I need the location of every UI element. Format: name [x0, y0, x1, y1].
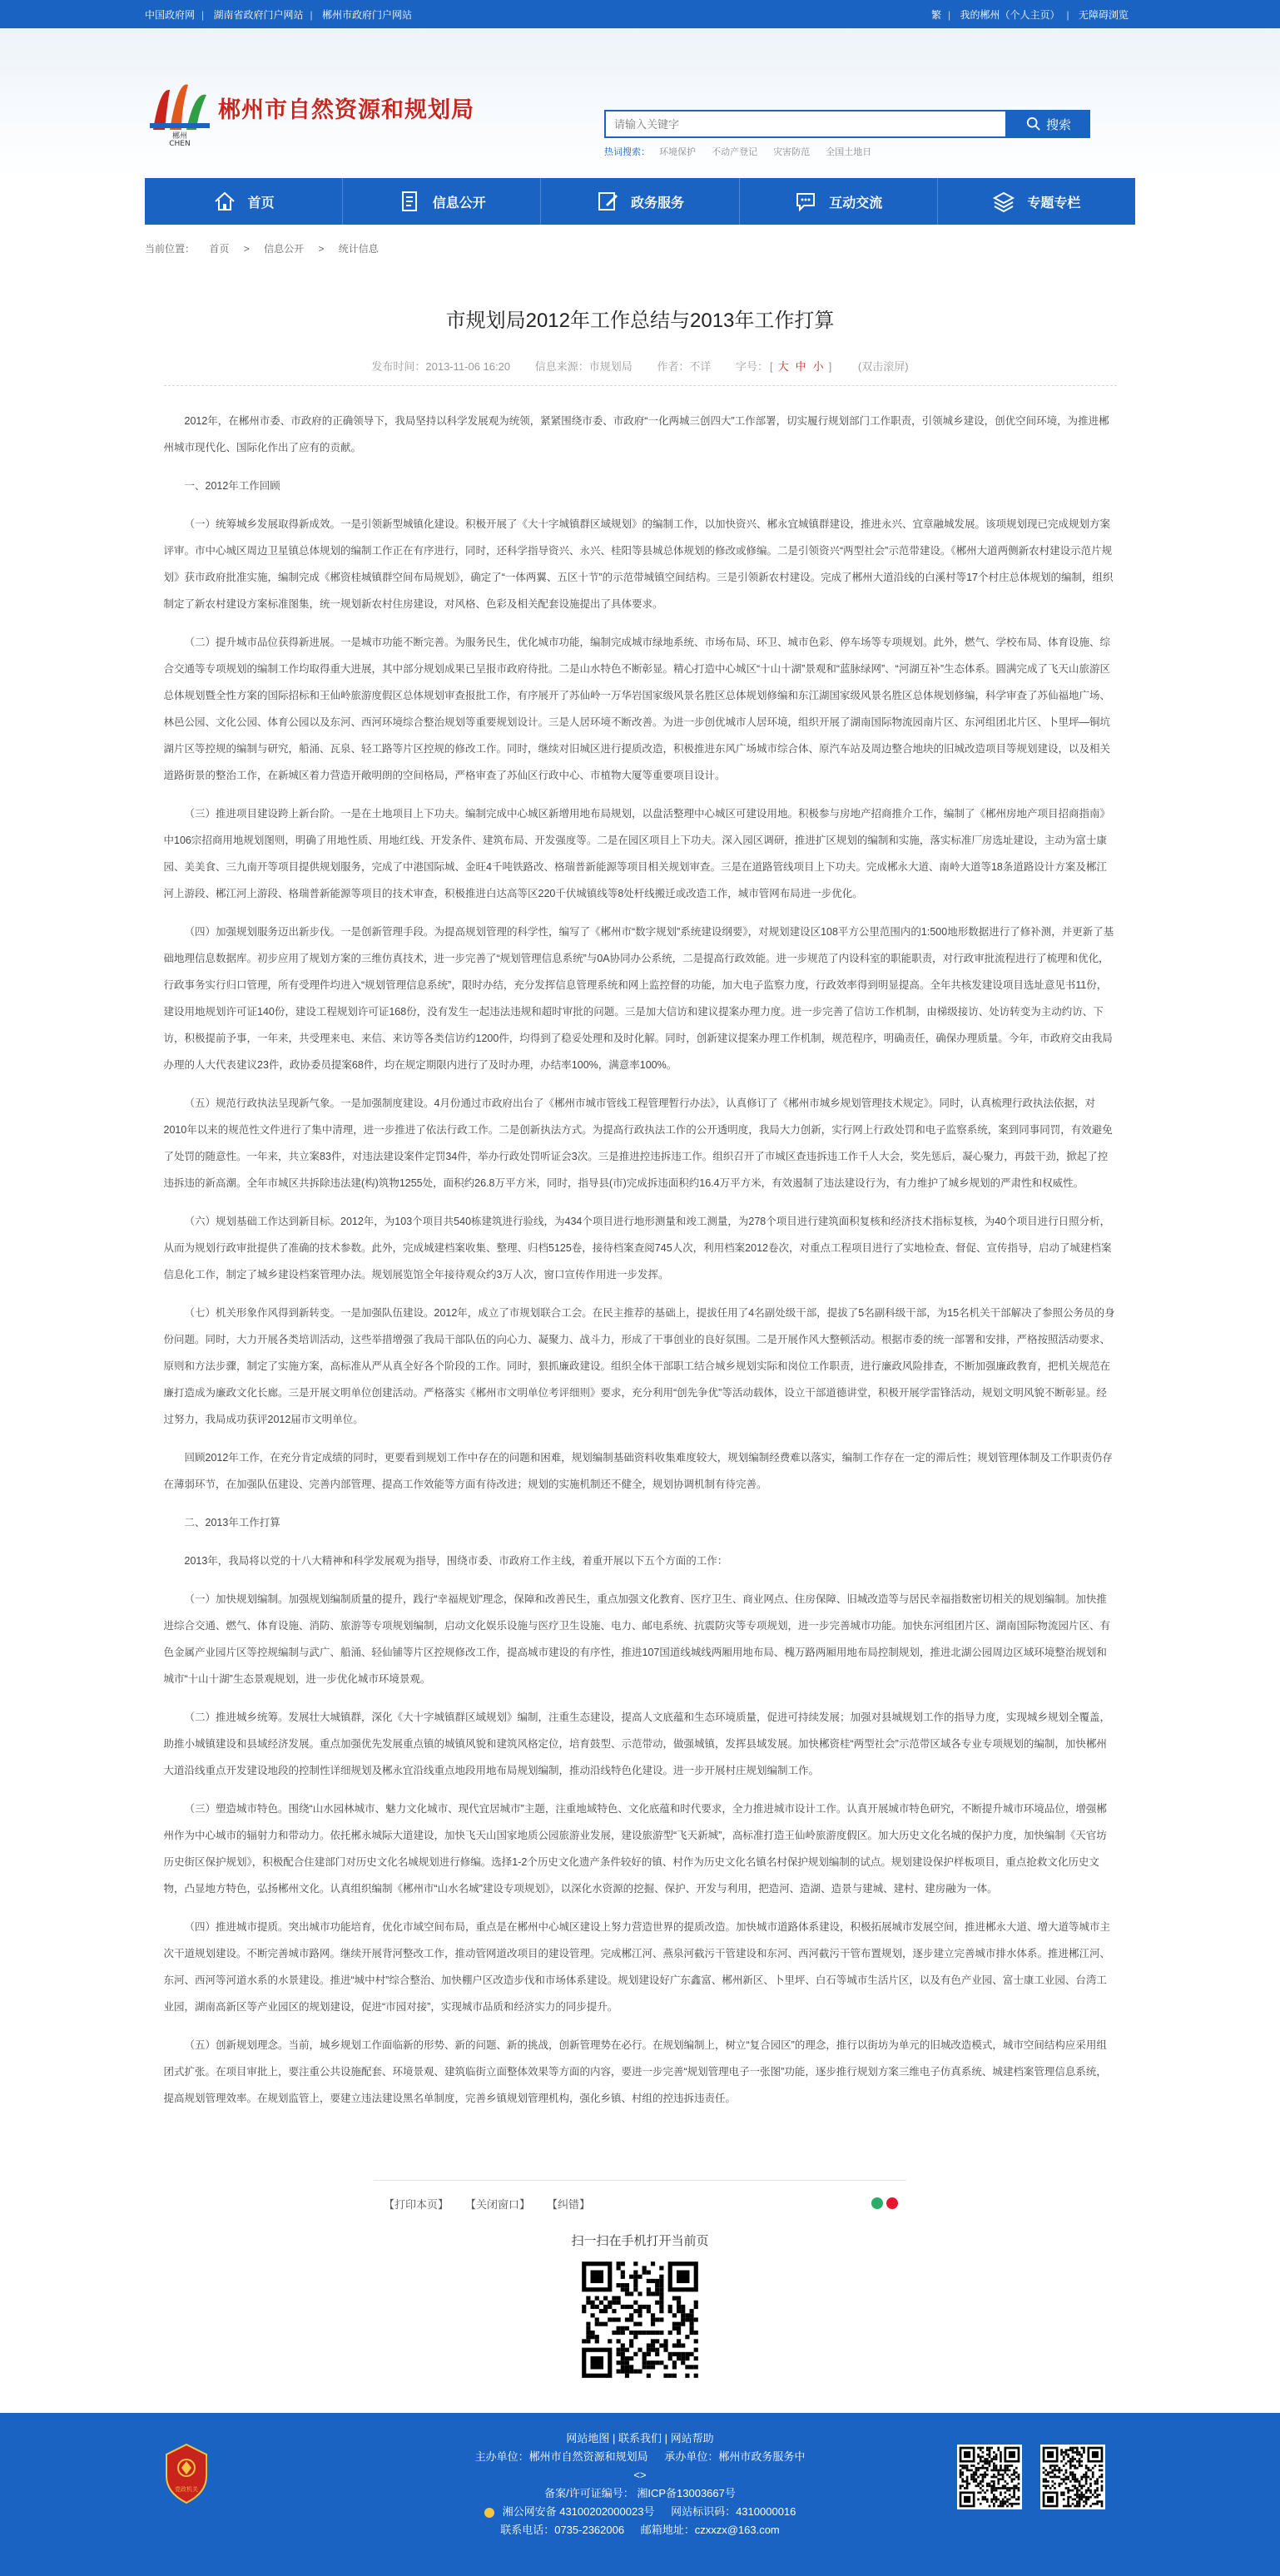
font-size-small[interactable]: 小: [812, 360, 824, 373]
footer-sep: |: [664, 2432, 668, 2445]
nav-interaction[interactable]: [740, 178, 938, 225]
paragraph: （二）提升城市品位获得新进展。一是城市功能不断完善。为服务民生，优化城市功能，编制完成城市绿地系统、市场布局、环卫、城市色彩、停车场等专项规划。此外，燃气、学校布局、体育设施、综合交通等专项规划的编制工作均取得重大进展，其中部分规划成果已呈报市政府待批。二是山水特色不断彰显。精心打造中心城区“十山十湖”景观和“蓝脉绿网”、“河湖互补”生态体系。圆满完成了飞天山旅游区总体规划暨全性方案的国际招标和王仙岭旅游度假区总体规划审查报批工作，有序展开了苏仙岭一万华岩国家级风景名胜区总体规划修编和东江湖国家级风景名胜区总体规划修编，科学审查了苏仙福地广场、林邑公园、文化公园、体育公园以及东河、西河环境综合整治规划等重要规划设计。三是人居环境不断改善。为进一步创优城市人居环境，组织开展了湖南国际物流园南片区、东河组团北片区、卜里坪—铜坑湖片区等控规的编制与研究，船涌、瓦泉、轻工路等片区控规的修改工作。同时，继续对旧城区进行提质改造，积极推进东风广场城市综合体、原汽车站及周边整合地块的旧城改造项目等规划建设，以及相关道路街景的整治工作，在新城区着力营造开敞明朗的空间格局，严格审查了苏仙区行政中心、市植物大厦等重要项目设计。: [163, 637, 1111, 781]
article-tools: [374, 2180, 906, 2212]
paragraph: （四）加强规划服务迈出新步伐。一是创新管理手段。为提高规划管理的科学性，编写了《郴州市“数字规划”系统建设纲要》，对规划建设区108平方公里范围内的1:500地形数据进行了修补测，并更新了基础地理信息数据库。初步应用了规划方案的三维仿真技术，进一步完善了“规划管理信息系统”与0A协同办公系统，二是提高行政效能。进一步规范了内设科室的职能职责，对行政审批流程进行了梳理和优化，行政事务实行归口管理，所有受理件均进入“规划管理信息系统”，限时办结，充分发挥信息管理系统和网上监控督的功能，加大电子监察力度，行政效率得到明显提高。全年共核发建设项目选址意见书11份，建设用地规划许可证140份，建设工程规划许可证168份，没有发生一起违法违规和超时审批的问题。三是加大信访和建议提案办理力度。进一步完善了信访工作机制，由梯级接访、处访转变为主动约访、下访，积极提前予事，一年来，共受理来电、来信、来访等各类信访约1200件，均得到了稳妥处理和及时化解。同时，创新建议提案办理工作机制，规范程序，明确责任，确保办理质量。今年，市政府交由我局办理的人大代表建议23件，政协委员提案68件，均在规定期限内进行了及时办理，办结率100%，满意率100%。: [163, 926, 1114, 1071]
author: 作者：不详: [657, 360, 712, 373]
top-link-gov[interactable]: 中国政府网: [145, 8, 196, 21]
main-nav: [145, 178, 1135, 225]
site-code: 网站标识码：4310000016: [671, 2505, 796, 2518]
sitemap-link[interactable]: 网站地图: [566, 2432, 610, 2445]
breadcrumb: [145, 241, 1135, 255]
police-badge-icon: [484, 2508, 494, 2518]
paragraph: 回顾2012年工作，在充分肯定成绩的同时，更要看到规划工作中存在的问题和困难，规划编制基础资料收集难度较大，规划编制经费难以落实，编制工作存在一定的滞后性；规划管理体制及工作职责仍存在薄弱环节，在加强队伍建设、完善内部管理、提高工作效能等方面有待改进；规划的实施机制还不健全，规划协调机制有待完善。: [163, 1452, 1113, 1490]
breadcrumb-sep: >: [243, 243, 250, 255]
top-right-links: 繁 | 我的郴州（个人主页） | 无障碍浏览: [931, 8, 1129, 21]
search-button[interactable]: [1007, 110, 1090, 138]
search-button-label: 搜索: [1045, 117, 1071, 132]
police-number[interactable]: 湘公网安备 43100202000023号: [502, 2505, 655, 2518]
article-body: [164, 408, 1117, 2112]
my-chenzhou-link[interactable]: 我的郴州（个人主页）: [960, 8, 1060, 21]
font-size-label: 字号：: [735, 360, 768, 373]
home-icon: [213, 190, 236, 213]
top-left-links: 中国政府网 | 湖南省政府门户网站 | 郴州市政府门户网站: [145, 8, 412, 21]
nav-gov-service[interactable]: [541, 178, 739, 225]
search-input[interactable]: [604, 110, 1007, 138]
contact-link[interactable]: 联系我们: [618, 2432, 662, 2445]
share-icons: [868, 2197, 898, 2209]
article: [164, 304, 1117, 2112]
breadcrumb-label: 当前位置：: [145, 243, 196, 255]
app-qr-code-icon: [957, 2445, 1022, 2509]
nav-home[interactable]: [145, 178, 343, 225]
footer: [0, 2413, 1280, 2576]
bracket-left: [: [770, 360, 773, 373]
bracket-right: ]: [828, 360, 832, 373]
nav-info-public-label: 信息公开: [432, 196, 486, 211]
emblem-label: 党政机关: [175, 2486, 198, 2493]
nav-special-topics-label: 专题专栏: [1027, 196, 1081, 211]
section-heading: 二、2013年工作打算: [184, 1517, 280, 1528]
wechat-qr-code-icon: [1040, 2445, 1105, 2509]
font-size-large[interactable]: 大: [777, 360, 789, 373]
font-size-medium[interactable]: 中: [795, 360, 806, 373]
section-heading: 一、2012年工作回顾: [184, 480, 280, 492]
accessibility-link[interactable]: 无障碍浏览: [1078, 8, 1129, 21]
edit-icon: [596, 190, 619, 213]
paragraph: （一）统筹城乡发展取得新成效。一是引领新型城镇化建设。积极开展了《大十字城镇群区域规划》的编制工作，以加快资兴、郴永宜城镇群建设，推进永兴、宜章融城发展。该项规划现已完成规划方案评审。市中心城区周边卫星镇总体规划的编制工作正在有序进行，同时，还科学指导资兴、永兴、桂阳等县城总体规划的修改或修编。二是引领资兴“两型社会”示范带建设。《郴州大道两侧新农村建设示范片规划》获市政府批准实施，编制完成《郴资桂城镇群空间布局规划》，确定了“一体两翼、五区十节”的示范带城镇空间结构。三是引领新农村建设。完成了郴州大道沿线的白溪村等17个村庄总体规划的编制，组织制定了新农村建设方案标准图集，统一规划新农村住房建设，对风格、色彩及相关配套设施提出了具体要求。: [163, 518, 1114, 610]
nav-interaction-label: 互动交流: [829, 196, 883, 211]
double-click-scroll[interactable]: (双击滚屏): [857, 360, 909, 373]
correct-error-button[interactable]: 【纠错】: [547, 2198, 591, 2211]
hot-word[interactable]: 全国土地日: [826, 147, 872, 157]
print-button[interactable]: 【打印本页】: [384, 2198, 449, 2211]
wechat-share-icon[interactable]: [871, 2197, 883, 2209]
page-qr-code-icon: [578, 2257, 702, 2382]
breadcrumb-sep: >: [318, 243, 325, 255]
breadcrumb-home[interactable]: 首页: [209, 243, 230, 255]
weibo-share-icon[interactable]: [886, 2197, 898, 2209]
paragraph: （三）推进项目建设跨上新台阶。一是在土地项目上下功夫。编制完成中心城区新增用地布局规划，以盘活整理中心城区可建设用地。积极参与房地产招商推介工作，编制了《郴州房地产项目招商指南》中106宗招商用地规划图则，明确了用地性质、用地红线、开发条件、建筑布局、开发强度等。二是在园区项目上下功夫。深入园区调研，推进扩区规划的编制和实施，落实标准厂房选址建设，主动为富士康园、美美食、三九南开等项目提供规划服务，完成了中港国际城、金旺4千吨铁路改、格瑞普新能源等项目相关规划审查。三是在道路管线项目上下功夫。完成郴永大道、南岭大道等18条道路设计方案及郴江河上游段、郴江河上游段、格瑞普新能源等项目的技术审查，积极推进白达高等区220千伏城镇线等8处杆线搬迁或改造工作，城市管网布局进一步优化。: [163, 808, 1111, 899]
email: 邮箱地址：czxxzx@163.com: [640, 2524, 780, 2536]
nav-home-label: 首页: [247, 196, 275, 211]
paragraph: （四）推进城市提质。突出城市功能培育，优化市域空间布局，重点是在郴州中心城区建设上努力营造世界的提质改造。加快城市道路体系建设，积极拓展城市发展空间，推进郴永大道、增大道等城市主次干道规划建设。不断完善城市路网。继续开展背河整改工作，推动管网道改项目的建设管理。完成郴江河、燕泉河截污干管建设和东河、西河截污干管布置规划，逐步建立完善城市排水体系。推进郴江河、东河、西河等河道水系的水景建设。推进“城中村”综合整治、加快棚户区改造步伐和市场体系建设。规划建设好广东鑫富、郴州新区、卜里坪、白石等城市生活片区，以及有色产业园、富士康工业园、台湾工业园，湖南高新区等产业园区的规划建设，促进“市园对接”，实现城市品质和经济实力的同步提升。: [163, 1921, 1111, 2013]
paragraph: （五）规范行政执法呈现新气象。一是加强制度建设。4月份通过市政府出台了《郴州市城市管线工程管理暂行办法》，认真修订了《郴州市城乡规划管理技术规定》。同时，认真梳理行政执法依据，对2010年以来的规范性文件进行了集中清理，进一步推进了依法行政工作。二是创新执法方式。为提高行政执法工作的公开透明度，我局大力创新，实行网上行政处罚和电子监察系统，案到同事同罚，有效避免了处罚的随意性。一年来，共立案83件，对违法建设案件定罚34件，举办行政处罚听证会3次。三是推进控违拆违工作。组织召开了市城区查违拆违工作千人大会，奖先惩后，凝心聚力，再鼓干劲，掀起了控违拆违的新高潮。全年市城区共拆除违法建(构)筑物1255处，面积约26.8万平方米，同时，指导县(市)完成拆违面积约16.4万平方米，有效遏制了违法建设行为，有力维护了城乡规划的严肃性和权威性。: [163, 1097, 1113, 1189]
undertaker: 承办单位：郴州市政务服务中: [664, 2450, 806, 2463]
footer-arrow: <>: [633, 2469, 647, 2481]
header: [0, 28, 1280, 178]
close-window-button[interactable]: 【关闭窗口】: [465, 2198, 531, 2211]
hot-word[interactable]: 不动产登记: [712, 147, 758, 157]
site-logo[interactable]: [145, 72, 474, 146]
search-icon: [1026, 116, 1041, 131]
hot-words-label: 热词搜索：: [604, 147, 650, 157]
breadcrumb-statistics[interactable]: 统计信息: [338, 243, 379, 255]
paragraph: （五）创新规划理念。当前，城乡规划工作面临新的形势、新的问题、新的挑战，创新管理势在必行。在规划编制上，树立“复合园区”的理念，推行以街坊为单元的旧城改造模式，城市空间结构应采用组团式扩张。在项目审批上，要注重公共设施配套、环境景观、建筑临街立面整体效果等方面的内容，要进一步完善“规划管理电子一张图”功能，逐步推行规划方案三维电子仿真系统、城建档案管理信息系统，提高规划管理效率。在规划监管上，要建立违法建设黑名单制度，完善乡镇规划管理机构，强化乡镇、村组的控违拆违责任。: [163, 2039, 1107, 2104]
help-link[interactable]: 网站帮助: [670, 2432, 714, 2445]
logo-mark-icon: [145, 72, 215, 146]
qr-title: 扫一扫在手机打开当前页: [571, 2234, 709, 2248]
paragraph: （三）塑造城市特色。围绕“山水园林城市、魅力文化城市、现代宜居城市”主题，注重地域特色、文化底蕴和时代要求，全力推进城市设计工作。认真开展城市特色研究，不断提升城市环境品位，增强郴州作为中心城市的辐射力和带动力。依托郴永城际大道建设，加快飞天山国家地质公园旅游业发展，建设旅游型“飞天新城”，高标准打造王仙岭旅游度假区。加大历史文化名城的保护力度，加快编制《天官坊历史街区保护规划》，积极配合住建部门对历史文化名城规划进行修编。选择1-2个历史文化遗产条件较好的镇、村作为历史文化名镇名村保护规划编制的试点。规划建设保护样板项目，重点抢救文化历史文物，凸显地方特色，弘扬郴州文化。认真组织编制《郴州市“山水名城”建设专项规划》，以深化水资源的挖掘、保护、开发与利用，把造河、造湖、造景与建城、建村、建房融为一体。: [163, 1803, 1107, 1895]
article-meta: [164, 358, 1117, 386]
hot-word[interactable]: 灾害防范: [773, 147, 811, 157]
footer-contact: [145, 2521, 1135, 2539]
qr-section: [0, 2232, 1280, 2385]
top-bar: [0, 0, 1280, 28]
breadcrumb-info-public[interactable]: 信息公开: [264, 243, 305, 255]
search-area: [604, 110, 1090, 158]
layers-icon: [992, 190, 1015, 213]
font-size-switch: [736, 360, 833, 373]
article-title: 市规划局2012年工作总结与2013年工作打算: [445, 310, 835, 332]
sponsor: 主办单位：郴州市自然资源和规划局: [474, 2450, 648, 2463]
document-icon: [398, 190, 421, 213]
nav-info-public[interactable]: [343, 178, 541, 225]
traditional-chinese-link[interactable]: 繁: [931, 8, 942, 21]
nav-gov-service-label: 政务服务: [631, 196, 685, 211]
top-link-hunan[interactable]: 湖南省政府门户网站: [213, 8, 304, 21]
paragraph: （七）机关形象作风得到新转变。一是加强队伍建设。2012年，成立了市规划联合工会。在民主推荐的基础上，提拔任用了4名副处级干部，提拔了5名副科级干部，为15名机关干部解决了参照公务员的身份问题。同时，大力开展各类培训活动，这些举措增强了我局干部队伍的向心力、凝聚力、战斗力，形成了干事创业的良好氛围。二是开展作风大整顿活动。根据市委的统一部署和安排，严格按照活动要求、原则和方法步骤，制定了实施方案，高标准从严从真全好各个阶段的工作。同时，狠抓廉政建设。组织全体干部职工结合城乡规划实际和岗位工作职责，进行廉政风险排查，不断加强廉政教育，把机关规范在廉打造成为廉政文化长廊。三是开展文明单位创建活动。严格落实《郴州市文明单位考评细则》要求，充分利用“创先争优”等活动载体，设立干部道德讲堂，积极开展学雷锋活动，规划文明风貌不断彰显。经过努力，我局成功获评2012届市文明单位。: [163, 1307, 1115, 1425]
chat-icon: [794, 190, 817, 213]
phone: 联系电话：0735-2362006: [500, 2524, 625, 2536]
paragraph: （二）推进城乡统筹。发展壮大城镇群，深化《大十字城镇群区域规划》编制，注重生态建设，提高人文底蕴和生态环境质量，促进可持续发展；加强对县城规划工作的指导力度，实现城乡规划全覆盖，助推小城镇建设和县域经济发展。重点加强优先发展重点镇的城镇风貌和建筑风格定位，培育鼓型、示范带动，做强城镇，发挥县域发展。加快郴资桂“两型社会”示范带区域各专业专项规划的编制，加快郴州大道沿线重点开发建设地段的控制性详细规划及郴永宜沿线重点地段用地布局规划编制，推动沿线特色化建设。进一步开展村庄规划编制工作。: [163, 1712, 1111, 1776]
footer-sep: |: [612, 2432, 616, 2445]
site-title: 郴州市自然资源和规划局: [218, 97, 474, 122]
icp-number[interactable]: 备案/许可证编号： 湘ICP备13003667号: [544, 2487, 736, 2499]
paragraph: （一）加快规划编制。加强规划编制质量的提升，践行“幸福规划”理念，保障和改善民生，重点加强文化教育、医疗卫生、商业网点、住房保障、旧城改造等与居民幸福指数密切相关的规划编制。加快推进综合交通、燃气、体育设施、消防、旅游等专项规划编制，启动文化娱乐设施与医疗卫生设施、电力、邮电系统、抗震防灾等专项规划，进一步完善城市功能。加快东河组团片区、湖南国际物流园片区、有色金属产业园片区等控规编制与武广、船涌、轻仙铺等片区控规修改工作，提高城市建设的有序性，推进107国道线城线两厢用地布局、槐万路两厢用地布局控制规划，推进北湖公园周边区域环境整治规划和城市“十山十湖”生态景观规划，进一步优化城市环境景观。: [163, 1593, 1111, 1685]
hot-words: [604, 145, 1090, 158]
nav-special-topics[interactable]: [938, 178, 1135, 225]
top-link-chenzhou[interactable]: 郴州市政府门户网站: [321, 8, 412, 21]
logo-caption-en: CHEN: [169, 140, 191, 146]
publish-date: 发布时间：2013-11-06 16:20: [371, 360, 511, 373]
paragraph: （六）规划基础工作达到新目标。2012年，为103个项目共540栋建筑进行验线，为434个项目进行地形测量和竣工测量，为278个项目进行建筑面积复核和经济技术指标复核，为40个项目进行日照分析，从而为规划行政审批提供了准确的技术参数。此外，完成城建档案收集、整理、归档5125卷，接待档案查阅745人次，利用档案2012卷次，对重点工程项目进行了实地检查、督促、宣传指导，启动了城建档案信息化工作，制定了城乡建设档案管理办法。规划展览馆全年接待观众约3万人次，窗口宣传作用进一步发挥。: [163, 1216, 1112, 1281]
info-source: 信息来源：市规划局: [534, 360, 633, 373]
logo-caption: 郴州: [171, 132, 188, 141]
paragraph: 2012年，在郴州市委、市政府的正确领导下，我局坚持以科学发展观为统领，紧紧围绕市委、市政府“一化两城三创四大”工作部署，切实履行规划部门工作职责，引领城乡建设，创优空间环境，为推进郴州城市现代化、国际化作出了应有的贡献。: [163, 415, 1109, 453]
hot-word[interactable]: 环境保护: [659, 147, 697, 157]
paragraph: 2013年，我局将以党的十八大精神和科学发展观为指导，围绕市委、市政府工作主线，着重开展以下五个方面的工作：: [184, 1555, 728, 1567]
